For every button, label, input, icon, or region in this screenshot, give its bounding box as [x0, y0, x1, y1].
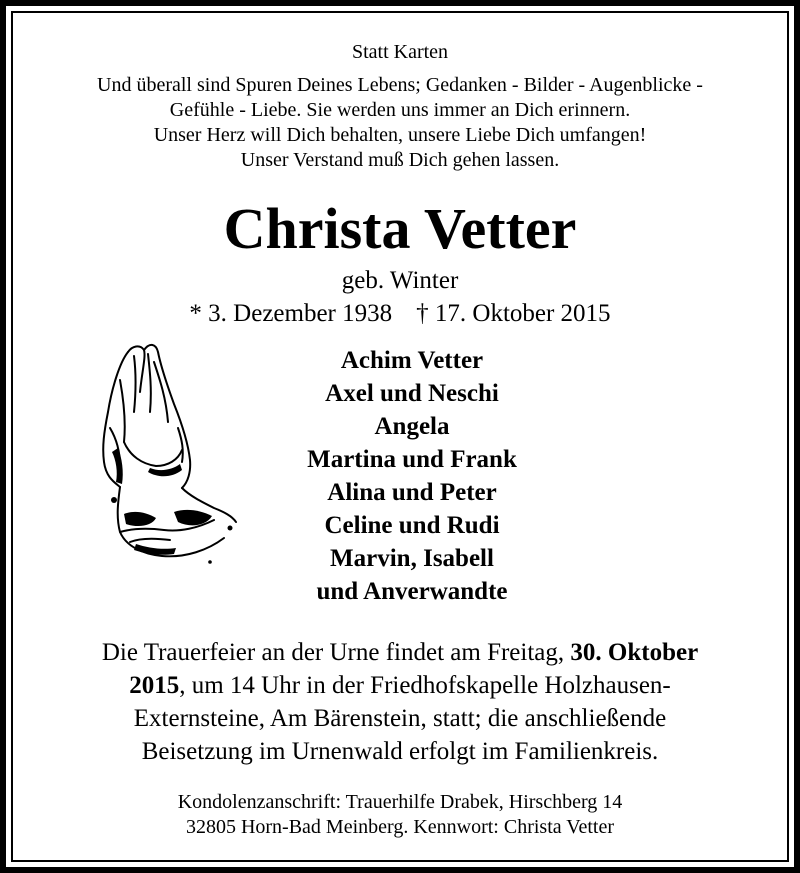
mourner-name: und Anverwandte — [316, 578, 508, 605]
mourner-name: Celine und Rudi — [324, 512, 500, 539]
service-text: , um 14 Uhr in der Friedhofskapelle Holzhausen- — [179, 672, 671, 699]
service-line — [14, 669, 786, 702]
mourner-name: Angela — [374, 413, 450, 440]
mourner-name: Alina und Peter — [327, 479, 497, 506]
obituary-notice — [14, 14, 786, 859]
header-text: Statt Karten — [351, 41, 449, 63]
poem-line: Gefühle - Liebe. Sie werden uns immer an Dich erinnern. — [169, 99, 631, 121]
service-year: 2015 — [129, 672, 180, 699]
condolence-line: 32805 Horn-Bad Meinberg. Kennwort: Christa Vetter — [185, 816, 615, 838]
deceased-name: Christa Vetter — [223, 196, 577, 261]
poem-line: Unser Herz will Dich behalten, unsere Liebe Dich umfangen! — [153, 124, 647, 146]
service-details — [14, 636, 786, 768]
life-dates — [14, 298, 786, 330]
mourners-list — [242, 344, 582, 608]
maiden-name: geb. Winter — [341, 267, 459, 294]
poem-line: Unser Verstand muß Dich gehen lassen. — [240, 149, 560, 171]
service-line: Beisetzung im Urnenwald erfolgt im Familienkreis. — [141, 738, 659, 765]
poem-line: Und überall sind Spuren Deines Lebens; Gedanken - Bilder - Augenblicke - — [97, 74, 703, 96]
mourner-name: Achim Vetter — [340, 347, 484, 374]
service-line: Externsteine, Am Bärenstein, statt; die anschließende — [133, 705, 667, 732]
condolence-line: Kondolenzanschrift: Trauerhilfe Drabek, Hirschberg 14 — [177, 791, 623, 813]
poem — [14, 73, 786, 173]
mourner-name: Martina und Frank — [307, 446, 517, 473]
service-text: Die Trauerfeier an der Urne findet am Freitag, — [101, 639, 571, 666]
death-date: † 17. Oktober 2015 — [416, 300, 611, 327]
condolence-address — [14, 790, 786, 840]
mourner-name: Marvin, Isabell — [330, 545, 494, 572]
praying-hands-icon — [90, 332, 240, 567]
birth-date: * 3. Dezember 1938 — [189, 300, 393, 327]
service-line — [14, 636, 786, 669]
mourner-name: Axel und Neschi — [325, 380, 499, 407]
service-date: 30. Oktober — [570, 639, 699, 666]
